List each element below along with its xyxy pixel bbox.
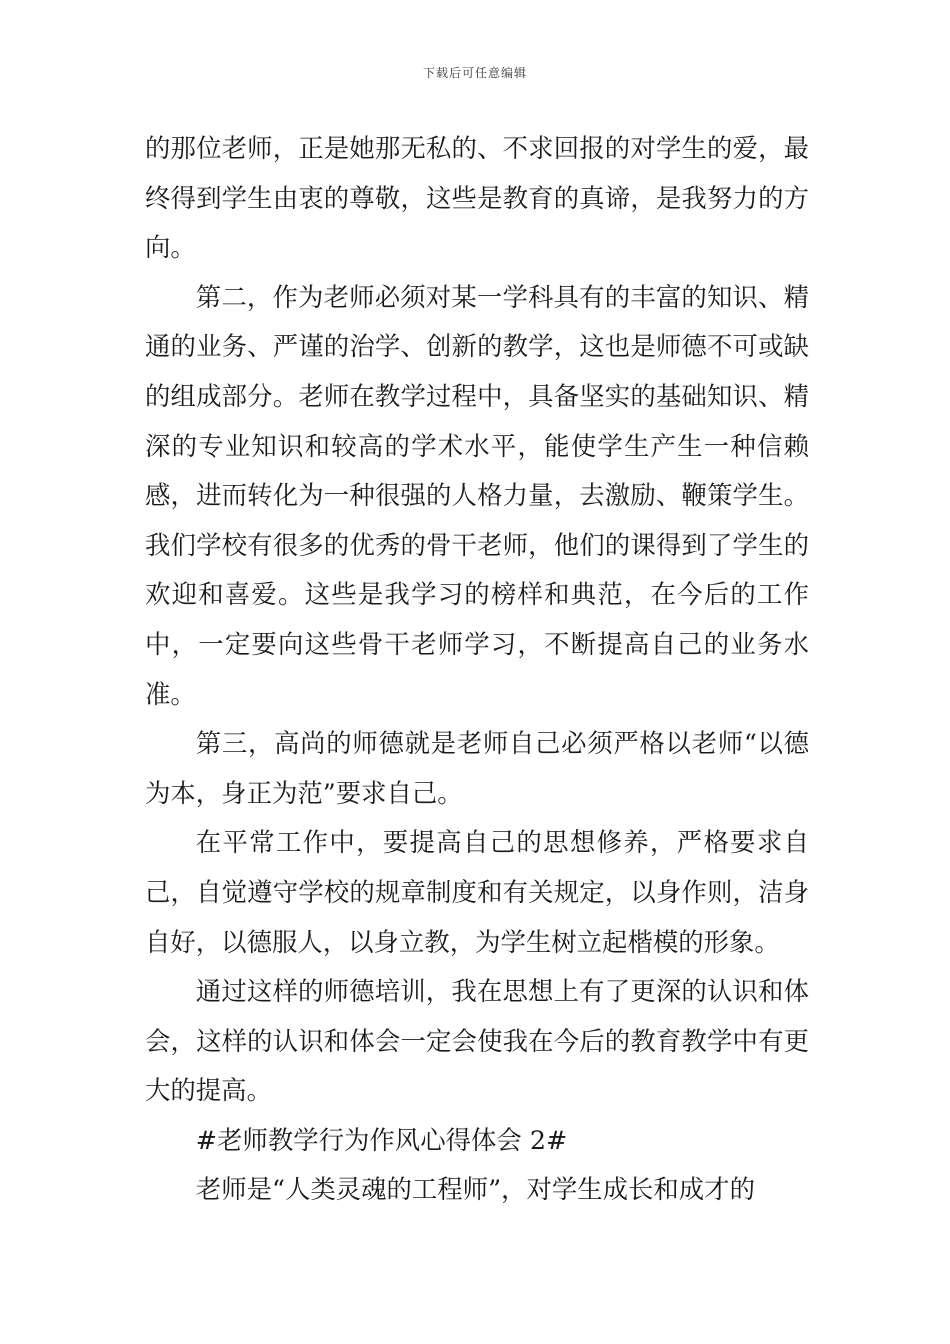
page-header: 下载后可任意编辑 xyxy=(422,66,527,80)
paragraph-daily-work: 在平常工作中，要提高自己的思想修养，严格要求自己，自觉遵守学校的规章制度和有关规定，以身作则，洁身自好，以德服人，以身立教，为学生树立起楷模的形象。 xyxy=(145,827,809,957)
document-body xyxy=(145,124,809,1215)
paragraph-second-point: 第二，作为老师必须对某一学科具有的丰富的知识、精通的业务、严谨的治学、创新的教学，这也是师德不可或缺的组成部分。老师在教学过程中，具备坚实的基础知识、精深的专业知识和较高的学术水平，能使学生产生一种信赖感，进而转化为一种很强的人格力量，去激励、鞭策学生。我们学校有很多的优秀的骨干老师，他们的课得到了学生的欢迎和喜爱。这些是我学习的榜样和典范，在今后的工作中，一定要向这些骨干老师学习，不断提高自己的业务水准。 xyxy=(145,281,809,709)
paragraph-section-opening: 老师是“人类灵魂的工程师”，对学生成长和成才的 xyxy=(195,1174,755,1205)
section-heading: #老师教学行为作风心得体会 2# xyxy=(195,1124,568,1155)
paragraph-conclusion: 通过这样的师德培训，我在思想上有了更深的认识和体会，这样的认识和体会一定会使我在今后的教育教学中有更大的提高。 xyxy=(145,976,809,1106)
paragraph-third-point: 第三，高尚的师德就是老师自己必须严格以老师“以德为本，身正为范”要求自己。 xyxy=(145,728,809,808)
paragraph-continuation: 的那位老师，正是她那无私的、不求回报的对学生的爱，最终得到学生由衷的尊敬，这些是教育的真谛，是我努力的方向。 xyxy=(145,133,809,263)
